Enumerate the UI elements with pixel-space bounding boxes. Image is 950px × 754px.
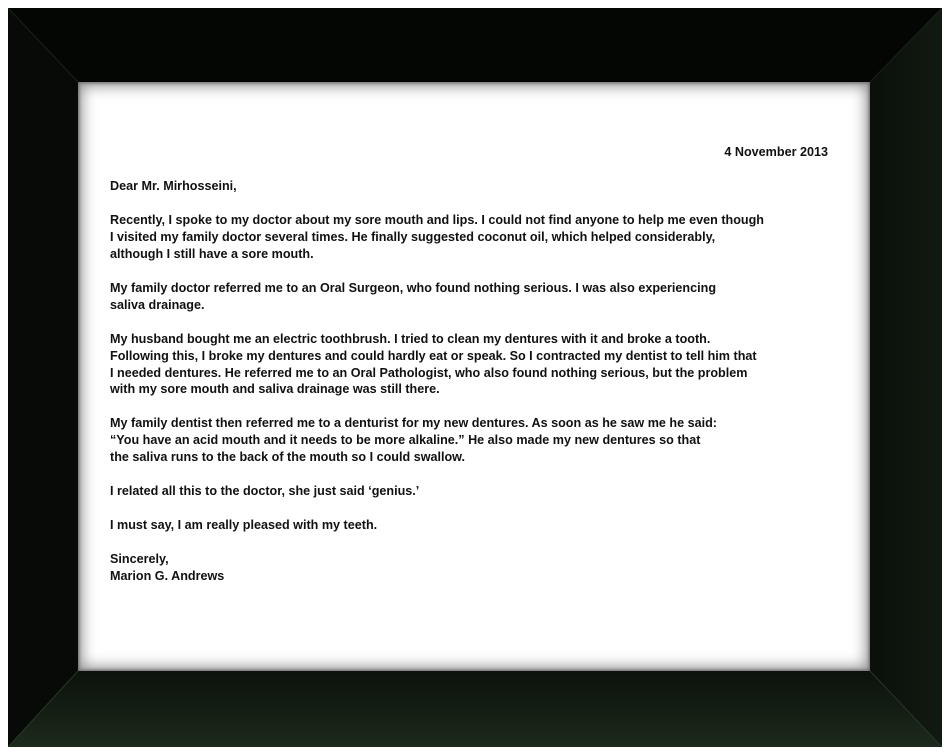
letter-date: 4 November 2013	[724, 145, 828, 159]
letter-paragraph-4	[110, 415, 717, 465]
paragraph-line: although I still have a sore mouth.	[110, 246, 314, 261]
paragraph-line: Following this, I broke my dentures and could hardly eat or speak. So I contracted my dentist to tell him that	[110, 348, 757, 363]
letter-signature: Marion G. Andrews	[110, 568, 225, 583]
letter-paragraph-3	[110, 331, 757, 398]
paragraph-line: I visited my family doctor several times. He finally suggested coconut oil, which helped considerably,	[110, 229, 716, 244]
paragraph-line: saliva drainage.	[110, 297, 205, 312]
paragraph-line: I must say, I am really pleased with my teeth.	[110, 518, 378, 532]
paragraph-line: the saliva runs to the back of the mouth so I could swallow.	[110, 449, 466, 464]
letter-salutation: Dear Mr. Mirhosseini,	[110, 179, 237, 193]
paragraph-line: My family dentist then referred me to a denturist for my new dentures. As soon as he saw me he said:	[110, 416, 717, 430]
letter-closing-block	[110, 551, 224, 585]
letter-paragraph-6	[110, 517, 377, 534]
letter-closing: Sincerely,	[110, 552, 169, 566]
paragraph-line: “You have an acid mouth and it needs to be more alkaline.” He also made my new dentures so that	[110, 432, 701, 447]
letter-paragraph-2	[110, 280, 716, 314]
letter-paragraph-5	[110, 483, 419, 500]
letter-paragraph-1	[110, 212, 764, 262]
paragraph-line: with my sore mouth and saliva drainage was still there.	[110, 382, 440, 397]
paragraph-line: I needed dentures. He referred me to an Oral Pathologist, who also found nothing serious, but the problem	[110, 365, 748, 380]
paragraph-line: Recently, I spoke to my doctor about my sore mouth and lips. I could not find anyone to help me even though	[110, 213, 765, 227]
paragraph-line: My husband bought me an electric toothbrush. I tried to clean my dentures with it and broke a tooth.	[110, 332, 711, 346]
letter-paper	[78, 82, 870, 671]
picture-frame	[8, 8, 942, 747]
paragraph-line: My family doctor referred me to an Oral Surgeon, who found nothing serious. I was also experiencing	[110, 281, 717, 295]
paragraph-line: I related all this to the doctor, she just said ‘genius.’	[110, 484, 420, 498]
